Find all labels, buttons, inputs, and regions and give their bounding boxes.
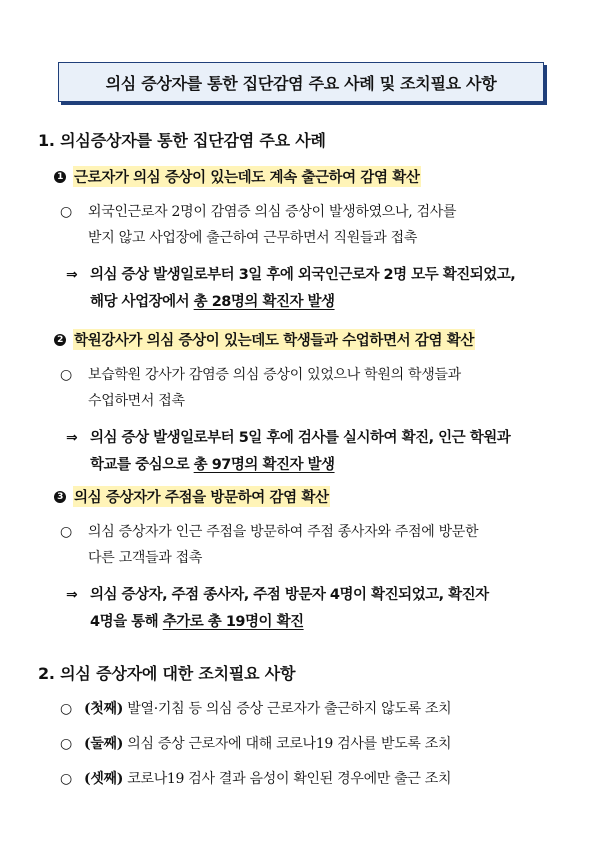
title-text: 의심 증상자를 통한 집단감염 주요 사례 및 조치필요 사항 — [105, 73, 497, 93]
case-number-badge: 2 — [54, 334, 66, 346]
bullet-icon: ○ — [60, 204, 73, 220]
case-3-heading — [54, 486, 330, 507]
case-1-result: 의심 증상 발생일로부터 3일 후에 외국인근로자 2명 모두 확진되었고, 해당 사업장에서 총 28명의 확진자 발생 — [90, 267, 516, 310]
bullet-icon: ○ — [60, 367, 73, 383]
case-2-title: 학원강사가 의심 증상이 있는데도 학생들과 수업하면서 감염 확산 — [73, 329, 475, 350]
arrow-icon: ⇒ — [66, 430, 78, 446]
case-number-badge: 3 — [54, 491, 66, 503]
case-number-badge: 1 — [54, 171, 66, 183]
bullet-icon: ○ — [60, 701, 73, 717]
case-1-heading — [54, 166, 421, 187]
arrow-icon: ⇒ — [66, 587, 78, 603]
case-1-title: 근로자가 의심 증상이 있는데도 계속 출근하여 감염 확산 — [73, 166, 421, 187]
bullet-icon: ○ — [60, 771, 73, 787]
case-3-title: 의심 증상자가 주점을 방문하여 감염 확산 — [73, 486, 330, 507]
bullet-icon: ○ — [60, 736, 73, 752]
arrow-icon: ⇒ — [66, 267, 78, 283]
section-2-heading: 2. 의심 증상자에 대한 조치필요 사항 — [38, 664, 296, 683]
case-3-description: 의심 증상자가 인근 주점을 방문하여 주점 종사자와 주점에 방문한 다른 고객들과 접촉 — [88, 524, 479, 566]
section-1-heading: 1. 의심증상자를 통한 집단감염 주요 사례 — [38, 131, 326, 150]
case-1-description: 외국인근로자 2명이 감염증 의심 증상이 발생하였으나, 검사를 받지 않고 사업장에 출근하여 근무하면서 직원들과 접촉 — [88, 204, 457, 246]
action-item: (둘째) 의심 증상 근로자에 대해 코로나19 검사를 받도록 조치 — [84, 736, 452, 752]
case-2-heading — [54, 329, 475, 350]
bullet-icon: ○ — [60, 524, 73, 540]
case-3-result: 의심 증상자, 주점 종사자, 주점 방문자 4명이 확진되었고, 확진자 4명을 통해 추가로 총 19명이 확진 — [90, 587, 489, 630]
action-item: (첫째) 발열·기침 등 의심 증상 근로자가 출근하지 않도록 조치 — [84, 701, 452, 717]
document-title — [58, 62, 544, 102]
action-item: (셋째) 코로나19 검사 결과 음성이 확인된 경우에만 출근 조치 — [84, 771, 452, 787]
case-2-description: 보습학원 강사가 감염증 의심 증상이 있었으나 학원의 학생들과 수업하면서 접촉 — [88, 367, 461, 409]
case-2-result: 의심 증상 발생일로부터 5일 후에 검사를 실시하여 확진, 인근 학원과 학교를 중심으로 총 97명의 확진자 발생 — [90, 430, 511, 473]
